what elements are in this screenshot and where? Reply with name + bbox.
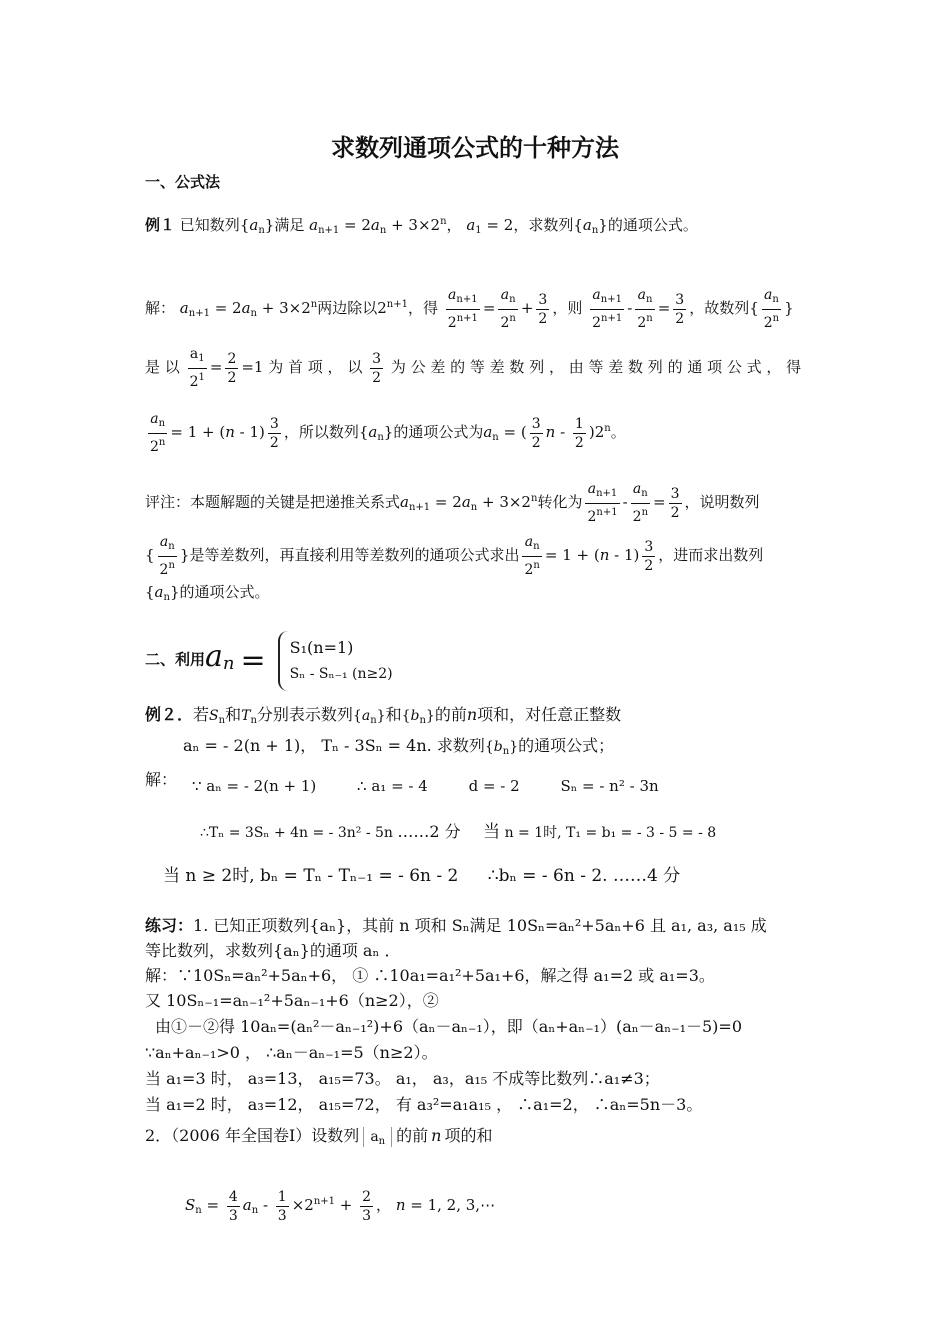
- equation: ∴Tₙ = 3Sₙ + 4n = - 3n² - 5n: [200, 825, 393, 841]
- example-2-label: 例２．: [145, 705, 194, 724]
- text: ，求数列: [513, 216, 574, 234]
- practice-line-9: 2．（2006 年全国卷Ⅰ）设数列 $a_n$ 的前 n 项的和: [145, 1126, 493, 1147]
- practice-formula: $S_n$ = $\frac{4}{3}$ $a_n$ - $\frac{1}{3}$ $\times 2^{n+1}$ + $\frac{2}{3}$ ， n = 1, 2, 3,⋯: [185, 1188, 496, 1224]
- practice-label: 练习：: [145, 916, 194, 935]
- text: 2．（2006 年全国卷Ⅰ）设数列: [145, 1126, 360, 1145]
- text: 的通项公式。: [607, 216, 698, 234]
- solution-1-line-1: 解： $a_{n+1} = 2a_n + 3\times 2^n$两边除以$2^{n+1}$，得 $\frac{a_{n+1}}{2^{n+1}}$ = $\frac{a_n}{2^n}$ + $\frac{3}{2}$ ，则 $\frac{a_{n+1}}{2^{n+1}}$ - $\frac{a_n}{2^n}$ = $\frac{3}{2}$ ，故数列{ $\frac{a_n}{2^n}$ }: [145, 287, 794, 331]
- text: 若: [193, 705, 210, 724]
- solution-2-line-3: [163, 866, 680, 886]
- text: 转化为: [537, 493, 583, 511]
- text: 两边除以: [317, 299, 378, 317]
- text: 是 以: [145, 358, 180, 376]
- equation: ∵ aₙ = - 2(n + 1): [192, 777, 317, 795]
- practice-line-3: 解：∵10Sₙ=aₙ²+5aₙ+6， ① ∴10a₁=a₁²+5a₁+6，解之得 a₁=2 或 a₁=3。: [145, 966, 715, 985]
- note-1-line-1: 评注：本题解题的关键是把递推关系式$a_{n+1} = 2a_n + 3\times 2^n$转化为 $\frac{a_{n+1}}{2^{n+1}}$ - $\frac{a_n}{2^n}$ = $\frac{3}{2}$ ，说明数列: [145, 481, 760, 525]
- section-2-heading: 二、利用$a_n$ = S₁(n=1) Sₙ - Sₙ₋₁ (n≥2): [145, 622, 393, 692]
- text: . 求数列: [426, 736, 485, 755]
- text: ，: [446, 216, 462, 234]
- text: 当: [163, 866, 180, 886]
- text: 是等差数列，再直接利用等差数列的通项公式求出: [189, 546, 520, 564]
- practice-line-2: 等比数列，求数列{aₙ}的通项 aₙ ．: [145, 941, 401, 960]
- practice-line-4: 又 10Sₙ₋₁=aₙ₋₁²+5aₙ₋₁+6（n≥2），②: [145, 991, 439, 1010]
- text: ，得: [407, 299, 438, 317]
- text: 项和，对任意正整数: [477, 705, 622, 724]
- text: ，说明数列: [684, 493, 760, 511]
- equation: n ≥ 2时, bₙ = Tₙ - Tₙ₋₁ = - 6n - 2: [185, 866, 459, 886]
- practice-line-5: 由①－②得 10aₙ=(aₙ²－aₙ₋₁²)+6（aₙ－aₙ₋₁），即（aₙ+aₙ₋₁）(aₙ－aₙ₋₁－5)=0: [155, 1017, 742, 1036]
- note-1-line-2: { $\frac{a_n}{2^n}$ }是等差数列，再直接利用等差数列的通项公式求出 $\frac{a_n}{2^n}$ = 1 + (n - 1) $\frac{3}{2}$ ，进而求出数列: [145, 534, 764, 578]
- practice-line-8: 当 a₁=2 时， a₃=12， a₁₅=72， 有 a₃²=a₁a₁₅ ， ∴a₁=2， ∴aₙ=5n－3。: [145, 1095, 703, 1114]
- text: 和: [225, 705, 242, 724]
- text: 1. 已知正项数列{aₙ}，其前 n 项和 Sₙ满足 10Sₙ=aₙ²+5aₙ+6 且 a₁, a₃, a₁₅ 成: [193, 916, 767, 935]
- piecewise-case-1: S₁(n=1): [289, 637, 354, 657]
- text: 的通项公式；: [518, 736, 615, 755]
- section-1-heading: 一、公式法: [145, 173, 221, 191]
- text: 为 首 项 ， 以: [268, 358, 363, 376]
- page-title: 求数列通项公式的十种方法: [331, 134, 619, 162]
- equation: Tₙ - 3Sₙ = 4n: [321, 736, 427, 755]
- solution-label: 解：: [145, 299, 176, 317]
- note-1-line-3: $\{a_n\}$的通项公式。: [145, 583, 270, 603]
- section-2-title: 二、利用: [145, 650, 206, 669]
- text: 的前: [434, 705, 467, 724]
- text: 和: [385, 705, 402, 724]
- solution-1-line-3: $\frac{a_n}{2^n}$ = 1 + (n - 1) $\frac{3}{2}$ ，所以数列$\{a_n\}$的通项公式为$a_n$ = ( $\frac{3}{2}$ n - $\frac{1}{2}$ )2$^n$。: [150, 411, 626, 455]
- solution-2-label: 解：: [145, 770, 178, 789]
- text: 项的和: [444, 1126, 493, 1145]
- text: ，进而求出数列: [658, 546, 764, 564]
- score-note: ……4 分: [613, 866, 681, 886]
- example-2-line-2: aₙ = - 2(n + 1)， Tₙ - 3Sₙ = 4n. 求数列$\{b_n\}$的通项公式；: [183, 736, 615, 757]
- solution-2-line-1: [192, 776, 659, 796]
- text: ，所以数列: [283, 423, 359, 441]
- equation: d = - 2: [468, 777, 520, 795]
- equation: aₙ = - 2(n + 1)，: [183, 736, 317, 755]
- solution-1-line-2: 是 以 $\frac{a_1}{2^1}$ = $\frac{2}{2}$ =1 为 首 项 ， 以 $\frac{3}{2}$ 为 公 差 的 等 差 数 列 ， 由 等 差 数 列 的 通 项 公 式 ， 得: [145, 346, 802, 390]
- solution-2-line-2: [200, 822, 716, 843]
- text: 为 公 差 的 等 差 数 列 ， 由 等 差 数 列 的 通 项 公 式 ， 得: [390, 358, 802, 376]
- text: 分别表示数列: [256, 705, 353, 724]
- text: 评注：本题解题的关键是把递推关系式: [145, 493, 401, 511]
- equation: ∴bₙ = - 6n - 2.: [487, 866, 608, 886]
- text: 的通项公式为: [393, 423, 484, 441]
- piecewise-brace: [278, 631, 393, 691]
- text: ，则: [552, 299, 583, 317]
- text: ，故数列: [689, 299, 750, 317]
- practice-line-7: 当 a₁=3 时， a₃=13， a₁₅=73。 a₁， a₃，a₁₅ 不成等比数列∴a₁≠3；: [145, 1069, 660, 1088]
- piecewise-case-2: Sₙ - Sₙ₋₁ (n≥2): [289, 665, 393, 682]
- text: 已知数列: [179, 216, 240, 234]
- score-note: ……2 分: [397, 822, 461, 841]
- equation: ∴ a₁ = - 4: [357, 777, 428, 795]
- text: 的前: [396, 1126, 429, 1145]
- example-1: 例１ 已知数列$\{a_n\}$满足 $a_{n+1} = 2a_n + 3\times 2^n$， $a_1 = 2$，求数列$\{a_n\}$的通项公式。: [145, 216, 698, 236]
- equation: n = 1时, T₁ = b₁ = - 3 - 5 = - 8: [504, 825, 717, 841]
- text: 。: [610, 423, 626, 441]
- example-1-label: 例１: [145, 216, 176, 234]
- text: 满足: [274, 216, 305, 234]
- equation: Sₙ = - n² - 3n: [560, 777, 659, 795]
- text: 当: [483, 822, 501, 842]
- practice-line-6: ∵aₙ+aₙ₋₁>0 ， ∴aₙ－aₙ₋₁=5（n≥2）。: [145, 1043, 438, 1062]
- example-2-line-1: 例２．若$S_n$和$T_n$分别表示数列$\{a_n\}$和$\{b_n\}$的前n项和，对任意正整数: [145, 705, 622, 726]
- practice-line-1: [145, 916, 767, 936]
- text: 的通项公式。: [179, 583, 270, 601]
